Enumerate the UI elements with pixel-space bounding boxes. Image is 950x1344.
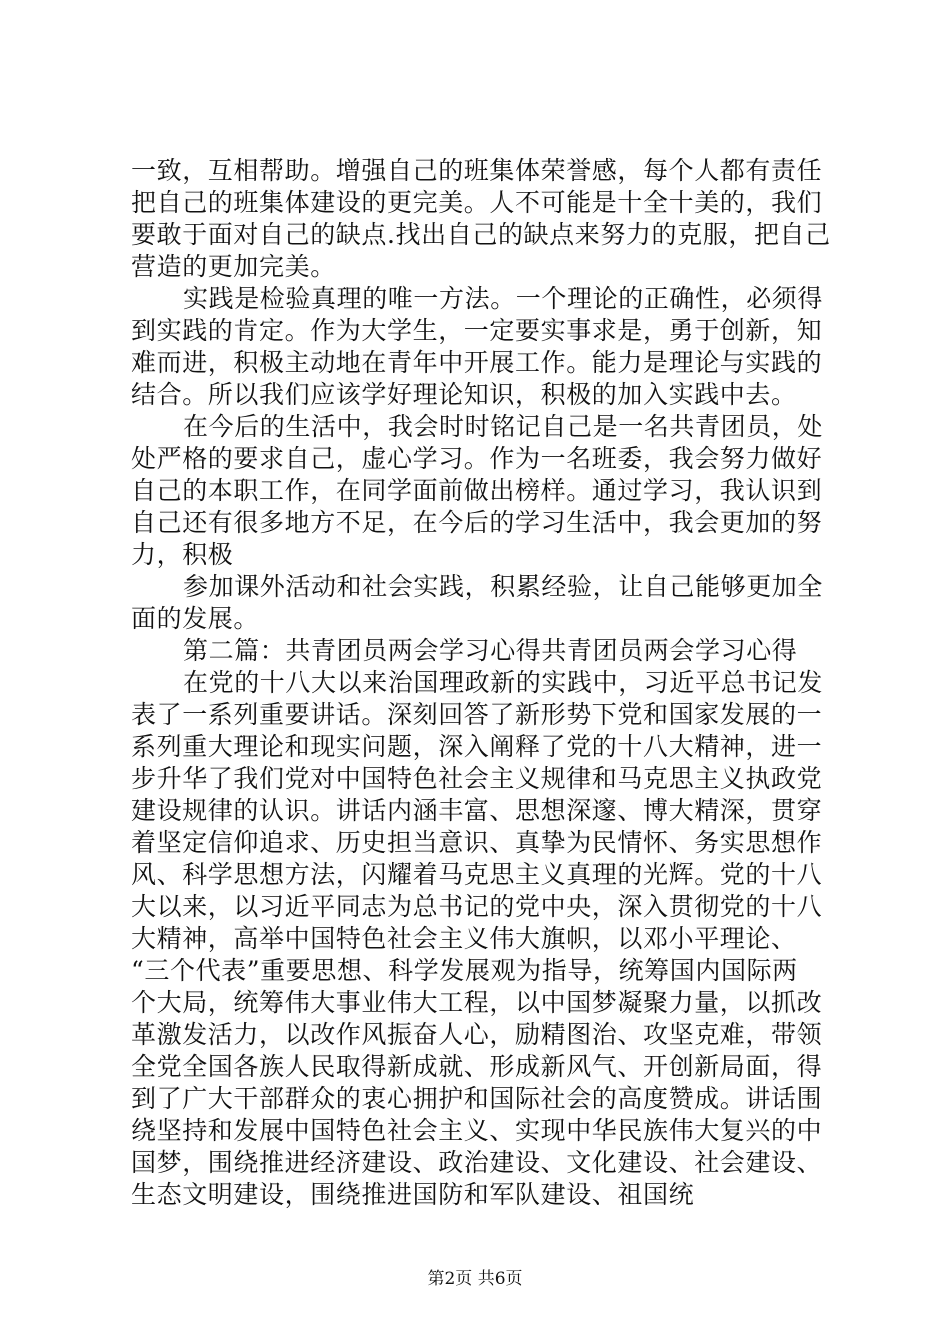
text-line: 要敢于面对自己的缺点.找出自己的缺点来努力的克服，把自己 <box>131 220 831 249</box>
text-line: 一致，互相帮助。增强自己的班集体荣誉感，每个人都有责任 <box>131 156 823 185</box>
text-line: 步升华了我们党对中国特色社会主义规律和马克思主义执政党 <box>131 764 823 793</box>
text-line: 表了一系列重要讲话。深刻回答了新形势下党和国家发展的一 <box>131 700 823 729</box>
text-line: 把自己的班集体建设的更完美。人不可能是十全十美的，我们 <box>131 188 823 217</box>
text-line: 难而进，积极主动地在青年中开展工作。能力是理论与实践的 <box>131 348 823 377</box>
text-line: 到实践的肯定。作为大学生，一定要实事求是，勇于创新，知 <box>131 316 823 345</box>
text-line: 生态文明建设，围绕推进国防和军队建设、祖国统 <box>131 1180 695 1209</box>
text-line: 大以来，以习近平同志为总书记的党中央，深入贯彻党的十八 <box>131 892 823 921</box>
text-line: 实践是检验真理的唯一方法。一个理论的正确性，必须得 <box>183 284 824 313</box>
text-line: 面的发展。 <box>131 604 260 633</box>
text-line: 着坚定信仰追求、历史担当意识、真挚为民情怀、务实思想作 <box>131 828 823 857</box>
text-line: 风、科学思想方法，闪耀着马克思主义真理的光辉。党的十八 <box>131 860 823 889</box>
text-line: 自己还有很多地方不足，在今后的学习生活中，我会更加的努 <box>131 508 823 537</box>
text-line: 大精神，高举中国特色社会主义伟大旗帜，以邓小平理论、 <box>131 924 797 953</box>
text-line: 全党全国各族人民取得新成就、形成新风气、开创新局面，得 <box>131 1052 823 1081</box>
document-body <box>131 155 831 1211</box>
text-line: 参加课外活动和社会实践，积累经验，让自己能够更加全 <box>183 572 824 601</box>
text-line: 绕坚持和发展中国特色社会主义、实现中华民族伟大复兴的中 <box>131 1116 823 1145</box>
text-line: 自己的本职工作，在同学面前做出榜样。通过学习，我认识到 <box>131 476 823 505</box>
text-line: 在今后的生活中，我会时时铭记自己是一名共青团员，处 <box>183 412 824 441</box>
text-line: 第二篇：共青团员两会学习心得共青团员两会学习心得 <box>183 636 798 665</box>
text-line: 营造的更加完美。 <box>131 252 336 281</box>
page-footer: 第2页 共6页 <box>427 1269 523 1289</box>
text-line: 革激发活力，以改作风振奋人心，励精图治、攻坚克难，带领 <box>131 1020 823 1049</box>
text-line: 结合。所以我们应该学好理论知识，积极的加入实践中去。 <box>131 380 797 409</box>
text-line: 到了广大干部群众的衷心拥护和国际社会的高度赞成。讲话围 <box>131 1084 823 1113</box>
text-line: 国梦，围绕推进经济建设、政治建设、文化建设、社会建设、 <box>131 1148 823 1177</box>
text-line: “三个代表”重要思想、科学发展观为指导，统筹国内国际两 <box>131 956 798 985</box>
text-line: 系列重大理论和现实问题，深入阐释了党的十八大精神，进一 <box>131 732 823 761</box>
text-line: 个大局，统筹伟大事业伟大工程，以中国梦凝聚力量，以抓改 <box>131 988 823 1017</box>
text-line: 力，积极 <box>131 540 234 569</box>
text-line: 建设规律的认识。讲话内涵丰富、思想深邃、博大精深，贯穿 <box>131 796 823 825</box>
text-line: 在党的十八大以来治国理政新的实践中，习近平总书记发 <box>183 668 824 697</box>
text-line: 处严格的要求自己，虚心学习。作为一名班委，我会努力做好 <box>131 444 823 473</box>
